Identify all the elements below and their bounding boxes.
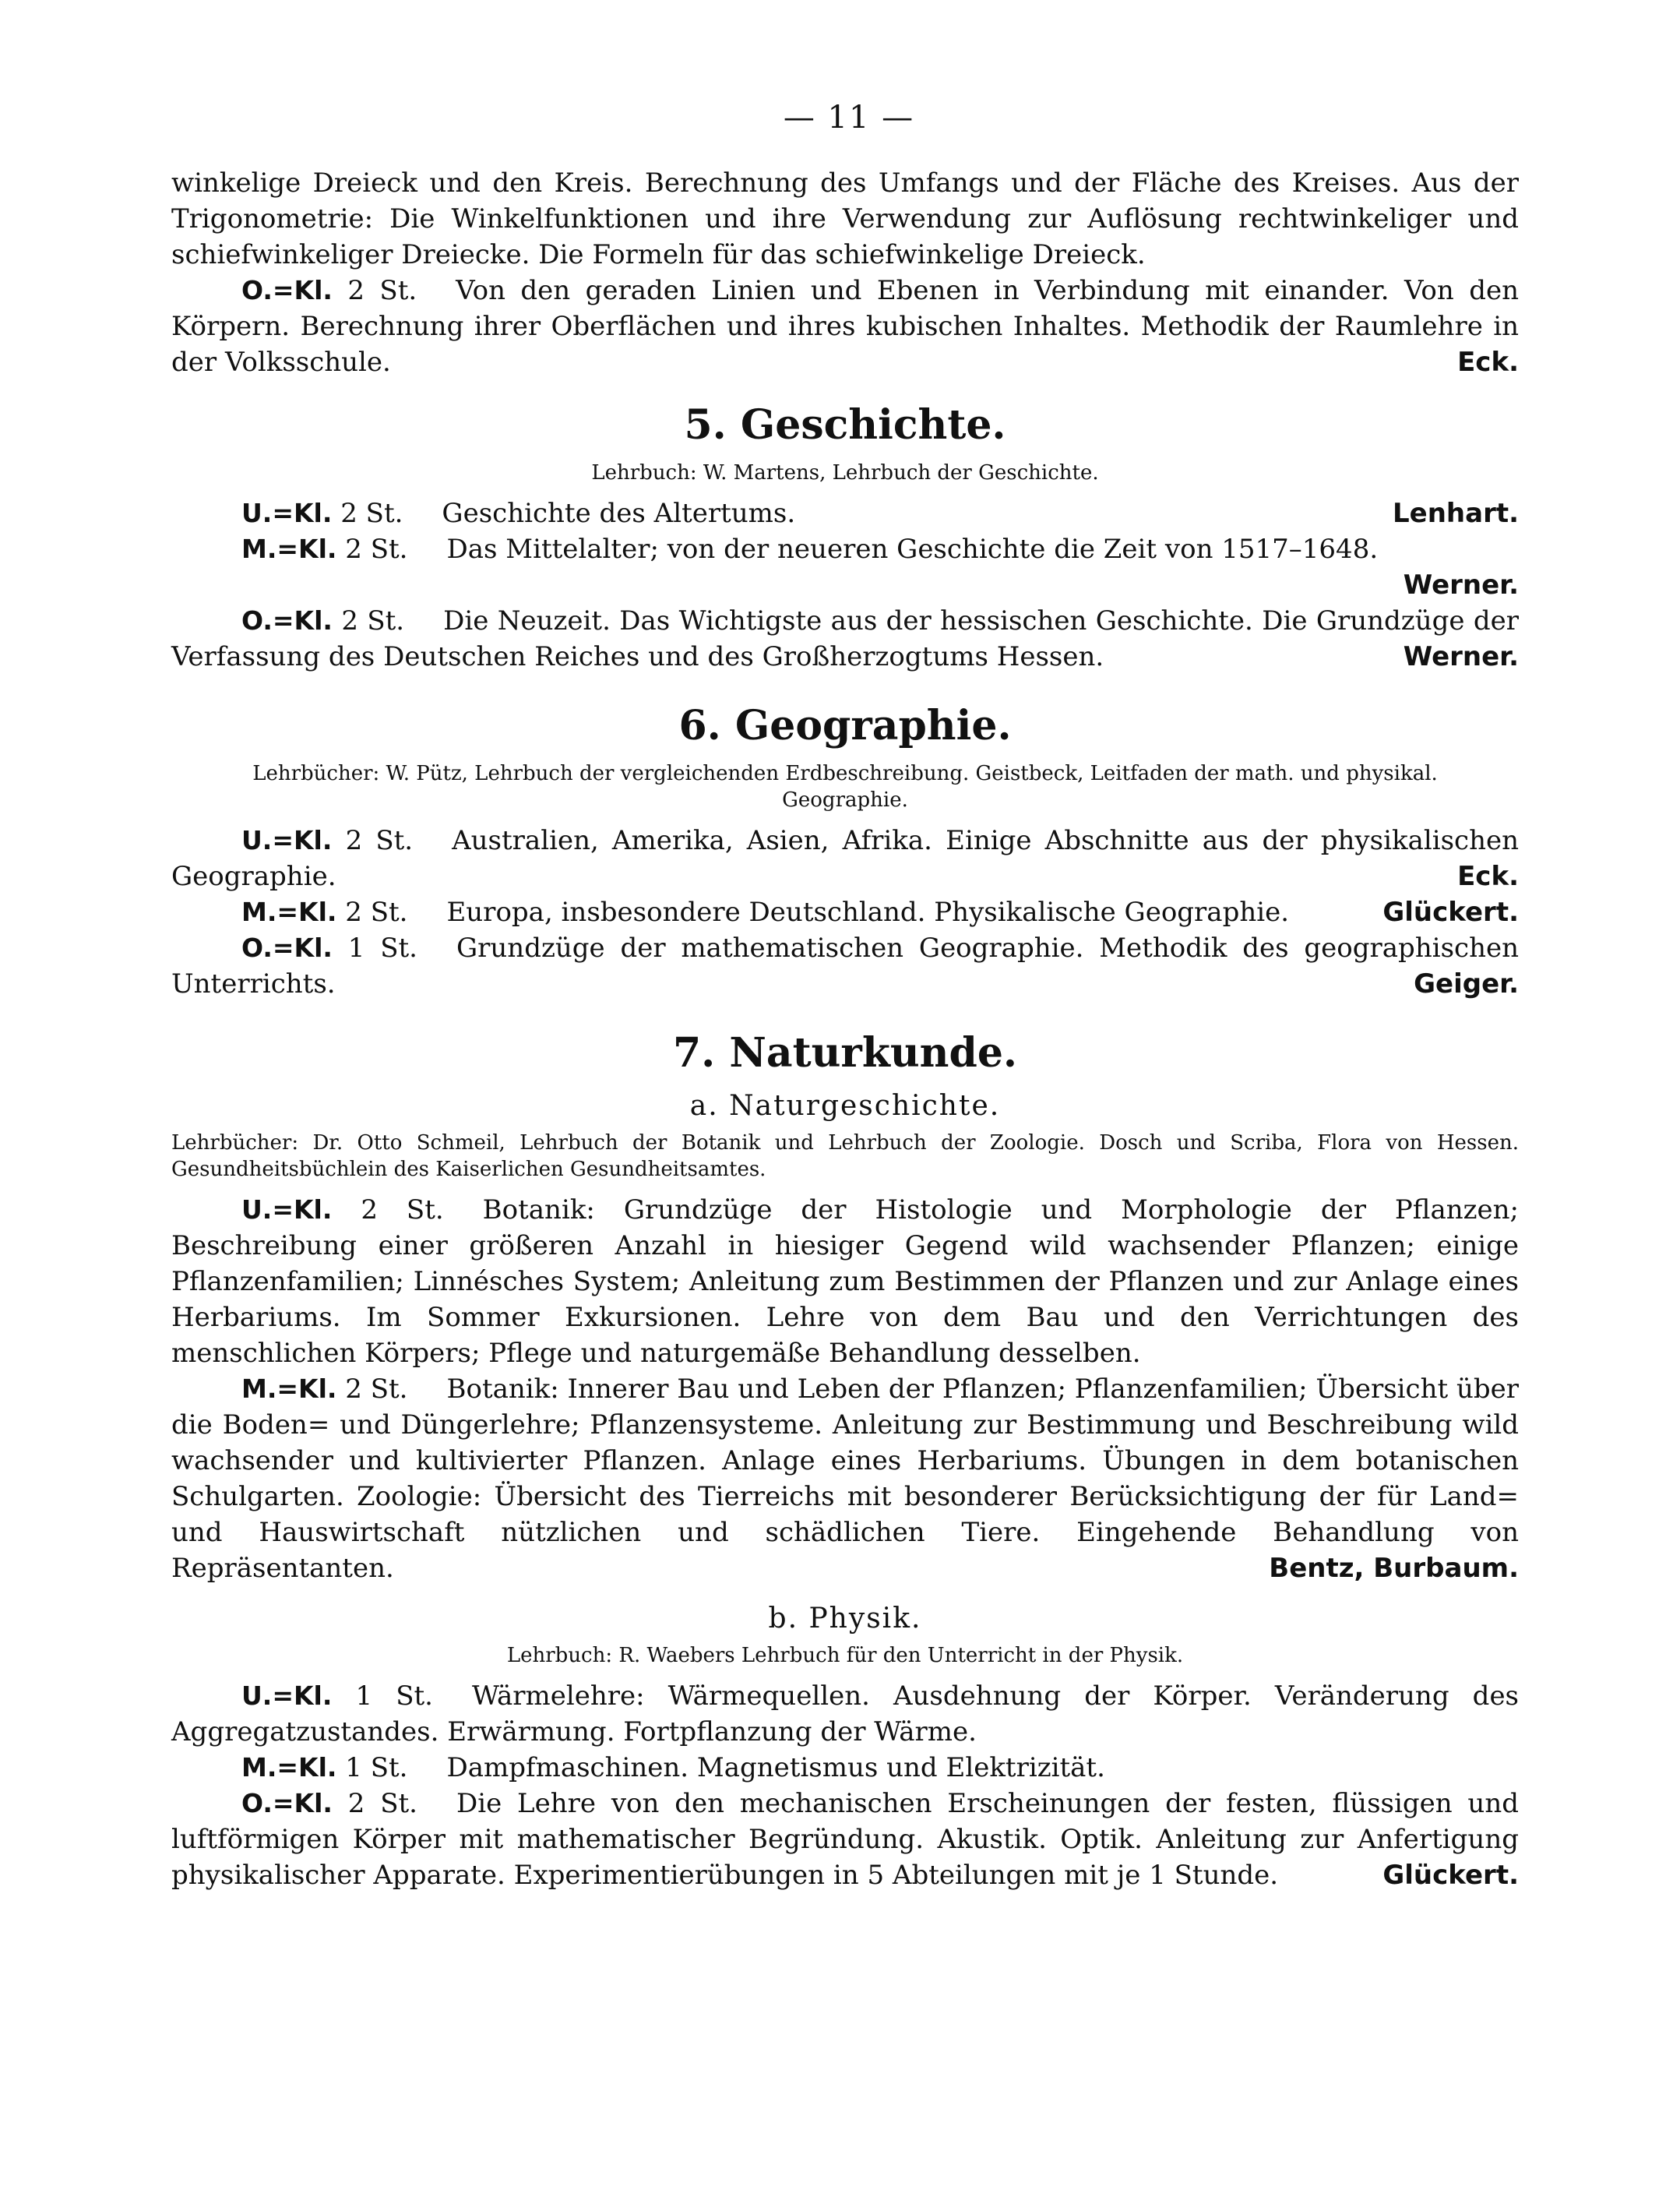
lehrbuecher-naturgeschichte: Lehrbücher: Dr. Otto Schmeil, Lehrbuch der Botanik und Lehrbuch der Zoologie. Dosch und Scriba, Flora von Hessen. Gesundheitsbüchlein des Kaiserlichen Gesundheitsamtes. — [171, 1131, 1519, 1181]
section-heading-geographie: 6. Geographie. — [678, 702, 1012, 749]
teacher-name: Werner. — [1403, 641, 1519, 672]
page-number: — 11 — — [783, 100, 915, 136]
physik-row: M.=Kl. 1 St. Dampfmaschinen. Magnetismus und Elektrizität. — [241, 1752, 1105, 1783]
geographie-row: O.=Kl. 1 St. Grundzüge der mathematischen Geographie. Methodik des geographischen Unterrichts. Geiger. — [171, 930, 1519, 1002]
subheading-physik: b. Physik. — [768, 1603, 922, 1635]
teacher-name: Eck. — [1457, 347, 1519, 378]
intro-oberklasse-paragraph: O.=Kl. 2 St. Von den geraden Linien und Ebenen in Verbindung mit einander. Von den Körpern. Berechnung ihrer Oberflächen und ihres kubischen Inhaltes. Methodik der Raumlehre in der Volksschule. Eck. — [171, 273, 1519, 380]
teacher-name: Glückert. — [1382, 1860, 1519, 1891]
physik-row: U.=Kl. 1 St. Wärmelehre: Wärmequellen. Ausdehnung der Körper. Veränderung des Aggregatzustandes. Erwärmung. Fortpflanzung der Wärme. — [171, 1680, 1520, 1747]
geographie-row: M.=Kl. 2 St. Europa, insbesondere Deutschland. Physikalische Geographie. Glückert. — [171, 894, 1519, 930]
lehrbuch-geschichte: Lehrbuch: W. Martens, Lehrbuch der Geschichte. — [591, 461, 1099, 485]
intro-paragraph: winkelige Dreieck und den Kreis. Berechnung des Umfangs und der Fläche des Kreises. Aus der Trigonometrie: Die Winkelfunktionen und ihre Verwendung zur Auflösung rechtwinkeliger und schiefwinkeliger Dreiecke. Die Formeln für das schiefwinkelige Dreieck. — [171, 168, 1519, 270]
teacher-name: Eck. — [1457, 861, 1519, 892]
teacher-name: Werner. — [1403, 570, 1519, 601]
geschichte-row: M.=Kl. 2 St. Das Mittelalter; von der neueren Geschichte die Zeit von 1517–1648. Werner. — [171, 531, 1519, 603]
naturgeschichte-row: U.=Kl. 2 St. Botanik: Grundzüge der Histologie und Morphologie der Pflanzen; Beschreibung einer größeren Anzahl in hiesiger Gegend wild wachsender Pflanzen; einige Pflanzenfamilien; Linnésches System; Anleitung zum Bestimmen der Pflanzen und zur Anlage eines Herbariums. Im Sommer Exkursionen. Lehre von dem Bau und den Verrichtungen des menschlichen Körpers; Pflege und naturgemäße Behandlung desselben. — [171, 1194, 1520, 1369]
physik-row: O.=Kl. 2 St. Die Lehre von den mechanischen Erscheinungen der festen, flüssigen und luftförmigen Körper mit mathematischer Begründung. Akustik. Optik. Anleitung zur Anfertigung physikalischer Apparate. Experimentierübungen in 5 Abteilungen mit je 1 Stunde. Glückert. — [171, 1786, 1519, 1893]
teacher-name: Glückert. — [1382, 897, 1519, 928]
teacher-name: Geiger. — [1414, 968, 1519, 1000]
geographie-row: U.=Kl. 2 St. Australien, Amerika, Asien, Afrika. Einige Abschnitte aus der physikalischen Geographie. Eck. — [171, 823, 1519, 894]
naturgeschichte-row: M.=Kl. 2 St. Botanik: Innerer Bau und Leben der Pflanzen; Pflanzenfamilien; Übersicht über die Boden= und Düngerlehre; Pflanzensysteme. Anleitung zur Bestimmung und Beschreibung wild wachsender und kultivierter Pflanzen. Anlage eines Herbariums. Übungen in dem botanischen Schulgarten. Zoologie: Übersicht des Tierreichs mit besonderer Berücksichtigung der für Land= und Hauswirtschaft nützlichen und schädlichen Tiere. Eingehende Behandlung von Repräsentanten. Bentz, Burbaum. — [171, 1371, 1519, 1586]
teacher-name: Lenhart. — [1392, 498, 1519, 529]
subheading-naturgeschichte: a. Naturgeschichte. — [689, 1090, 1001, 1122]
section-heading-naturkunde: 7. Naturkunde. — [672, 1029, 1018, 1077]
section-heading-geschichte: 5. Geschichte. — [684, 401, 1006, 449]
teacher-name: Bentz, Burbaum. — [1269, 1553, 1519, 1584]
geschichte-row: U.=Kl. 2 St. Geschichte des Altertums. Lenhart. — [171, 495, 1519, 531]
page-body — [171, 165, 1519, 1893]
lehrbuch-physik: Lehrbuch: R. Waebers Lehrbuch für den Unterricht in der Physik. — [506, 1644, 1184, 1667]
geschichte-row: O.=Kl. 2 St. Die Neuzeit. Das Wichtigste aus der hessischen Geschichte. Die Grundzüge der Verfassung des Deutschen Reiches und des Großherzogtums Hessen. Werner. — [171, 603, 1519, 675]
lehrbuecher-geographie: Lehrbücher: W. Pütz, Lehrbuch der vergleichenden Erdbeschreibung. Geistbeck, Leitfaden der math. und physikal. Geographie. — [252, 762, 1438, 812]
